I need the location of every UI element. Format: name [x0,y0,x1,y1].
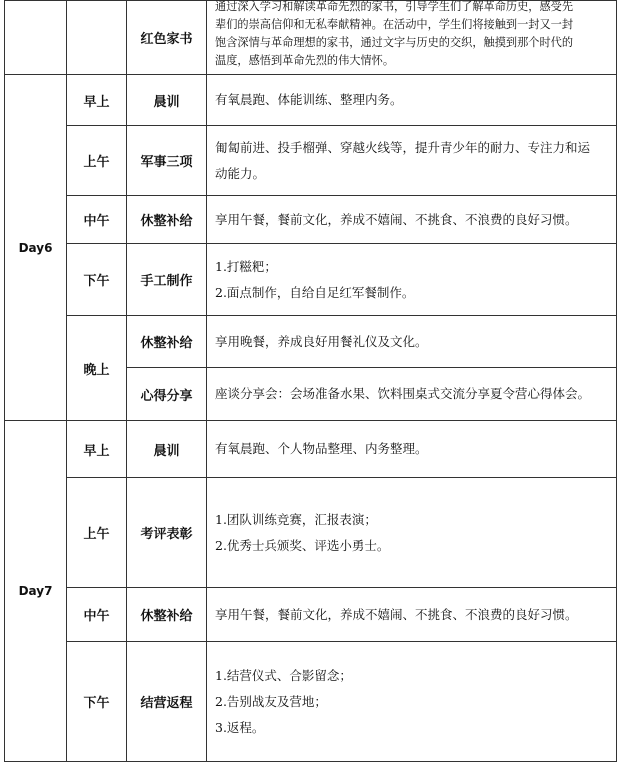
table-row [5,642,617,762]
content-line: 辈们的崇高信仰和无私奉献精神。在活动中，学生们将接触到一封又一封 [215,17,574,31]
table-row [5,316,617,368]
content-line: 座谈分享会：会场准备水果、饮料围桌式交流分享夏令营心得体会。 [215,386,591,401]
period-cell: 下午 [67,244,127,316]
period-cell: 早上 [67,75,127,126]
content-line: 3.返程。 [215,719,265,735]
content-cell [207,75,617,126]
table-row [5,126,617,196]
period-cell: 晚上 [67,316,127,421]
content-line: 通过深入学习和解读革命先烈的家书，引导学生们了解革命历史，感受先 [215,0,574,13]
module-cell: 结营返程 [127,642,207,762]
day-label: Day7 [5,421,67,762]
module-cell: 休整补给 [127,316,207,368]
table-row [5,244,617,316]
table-row [5,1,617,75]
period-cell-empty [67,1,127,75]
module-cell: 晨训 [127,75,207,126]
content-cell [207,588,617,642]
content-line: 饱含深情与革命理想的家书，通过文字与历史的交织，触摸到那个时代的 [215,35,574,49]
module-cell: 休整补给 [127,588,207,642]
content-cell [207,1,617,75]
period-cell: 中午 [67,588,127,642]
content-line: 2.优秀士兵颁奖、评选小勇士。 [215,537,390,553]
content-line: 匍匐前进、投手榴弹、穿越火线等，提升青少年的耐力、专注力和运 [215,139,591,155]
content-line: 享用晚餐，养成良好用餐礼仪及文化。 [215,333,428,349]
content-cell [207,642,617,762]
content-line: 2.面点制作，自给自足红军餐制作。 [215,284,415,300]
content-line: 1.结营仪式、合影留念； [215,667,352,683]
content-line: 1.团队训练竞赛，汇报表演； [215,511,377,527]
content-line: 享用午餐，餐前文化，养成不嬉闹、不挑食、不浪费的良好习惯。 [215,606,578,622]
module-cell: 红色家书 [127,1,207,75]
content-cell [207,478,617,588]
day-label: Day6 [5,75,67,421]
table-row [5,196,617,244]
day-cell-empty [5,1,67,75]
table-row [5,478,617,588]
module-cell: 晨训 [127,421,207,478]
content-cell [207,196,617,244]
content-cell [207,421,617,478]
content-line: 有氧晨跑、体能训练、整理内务。 [215,92,403,107]
content-line: 2.告别战友及营地； [215,693,327,709]
module-cell: 考评表彰 [127,478,207,588]
content-line: 1.打糍粑； [215,258,277,274]
table-row [5,75,617,126]
content-cell [207,316,617,368]
content-line: 享用午餐，餐前文化，养成不嬉闹、不挑食、不浪费的良好习惯。 [215,211,578,227]
period-cell: 上午 [67,478,127,588]
content-line: 温度，感悟到革命先烈的伟大情怀。 [215,53,395,67]
module-cell: 心得分享 [127,368,207,421]
module-cell: 军事三项 [127,126,207,196]
module-cell: 手工制作 [127,244,207,316]
table-row [5,421,617,478]
content-line: 有氧晨跑、个人物品整理、内务整理。 [215,441,428,456]
content-line: 动能力。 [215,165,266,181]
content-cell [207,368,617,421]
period-cell: 上午 [67,126,127,196]
schedule-table [4,0,617,762]
period-cell: 早上 [67,421,127,478]
period-cell: 下午 [67,642,127,762]
content-cell [207,126,617,196]
table-row [5,588,617,642]
content-cell [207,244,617,316]
period-cell: 中午 [67,196,127,244]
module-cell: 休整补给 [127,196,207,244]
